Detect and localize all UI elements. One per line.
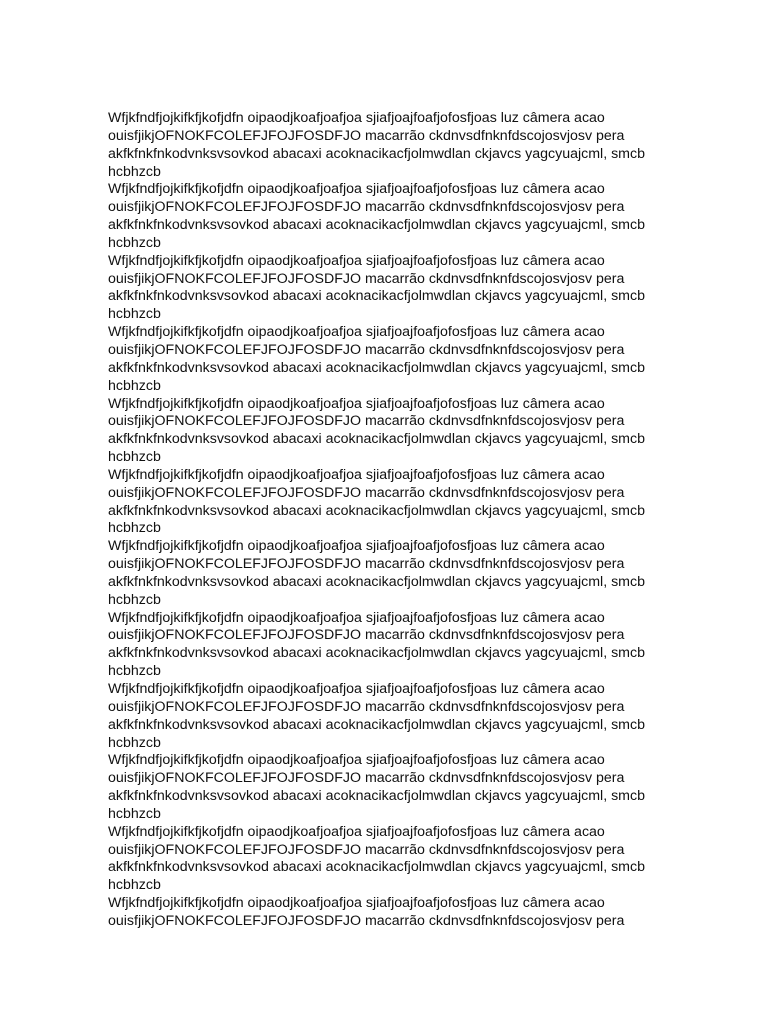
text-line: Wfjkfndfjojkifkfjkofjdfn oipaodjkoafjoafjoa sjiafjoajfoafjofosfjoas luz câmera acao — [108, 538, 605, 555]
text-line: ouisfjikjOFNOKFCOLEFJFOJFOSDFJO macarrão ckdnvsdfnknfdscojosvjosv pera — [108, 912, 625, 929]
text-line: akfkfnkfnkodvnksvsovkod abacaxi acoknacikacfjolmwdlan ckjavcs yagcyuajcml, smcb — [108, 359, 645, 376]
text-line: ouisfjikjOFNOKFCOLEFJFOJFOSDFJO macarrão ckdnvsdfnknfdscojosvjosv pera — [108, 841, 625, 858]
text-line: akfkfnkfnkodvnksvsovkod abacaxi acoknacikacfjolmwdlan ckjavcs yagcyuajcml, smcb — [108, 288, 645, 305]
text-line: Wfjkfndfjojkifkfjkofjdfn oipaodjkoafjoafjoa sjiafjoajfoafjofosfjoas luz câmera acao — [108, 609, 605, 626]
text-line: Wfjkfndfjojkifkfjkofjdfn oipaodjkoafjoafjoa sjiafjoajfoafjofosfjoas luz câmera acao — [108, 752, 605, 769]
text-line: hcbhzcb — [108, 877, 161, 894]
text-line: ouisfjikjOFNOKFCOLEFJFOJFOSDFJO macarrão ckdnvsdfnknfdscojosvjosv pera — [108, 698, 625, 715]
text-line: akfkfnkfnkodvnksvsovkod abacaxi acoknacikacfjolmwdlan ckjavcs yagcyuajcml, smcb — [108, 573, 645, 590]
text-line: Wfjkfndfjojkifkfjkofjdfn oipaodjkoafjoafjoa sjiafjoajfoafjofosfjoas luz câmera acao — [108, 466, 605, 483]
text-line: hcbhzcb — [108, 306, 161, 323]
text-line: akfkfnkfnkodvnksvsovkod abacaxi acoknacikacfjolmwdlan ckjavcs yagcyuajcml, smcb — [108, 859, 645, 876]
text-line: hcbhzcb — [108, 663, 161, 680]
text-line: Wfjkfndfjojkifkfjkofjdfn oipaodjkoafjoafjoa sjiafjoajfoafjofosfjoas luz câmera acao — [108, 823, 605, 840]
text-line: Wfjkfndfjojkifkfjkofjdfn oipaodjkoafjoafjoa sjiafjoajfoafjofosfjoas luz câmera acao — [108, 110, 605, 126]
text-line: hcbhzcb — [108, 377, 161, 394]
text-line: Wfjkfndfjojkifkfjkofjdfn oipaodjkoafjoafjoa sjiafjoajfoafjofosfjoas luz câmera acao — [108, 324, 605, 341]
text-line: hcbhzcb — [108, 163, 161, 180]
text-line: ouisfjikjOFNOKFCOLEFJFOJFOSDFJO macarrão ckdnvsdfnknfdscojosvjosv pera — [108, 199, 625, 216]
text-line: akfkfnkfnkodvnksvsovkod abacaxi acoknacikacfjolmwdlan ckjavcs yagcyuajcml, smcb — [108, 431, 645, 448]
text-line: ouisfjikjOFNOKFCOLEFJFOJFOSDFJO macarrão ckdnvsdfnknfdscojosvjosv pera — [108, 556, 625, 573]
body-text — [108, 110, 688, 931]
text-line: akfkfnkfnkodvnksvsovkod abacaxi acoknacikacfjolmwdlan ckjavcs yagcyuajcml, smcb — [108, 716, 645, 733]
text-line: Wfjkfndfjojkifkfjkofjdfn oipaodjkoafjoafjoa sjiafjoajfoafjofosfjoas luz câmera acao — [108, 252, 605, 269]
text-line: hcbhzcb — [108, 520, 161, 537]
text-line: hcbhzcb — [108, 805, 161, 822]
text-line: hcbhzcb — [108, 449, 161, 466]
text-line: ouisfjikjOFNOKFCOLEFJFOJFOSDFJO macarrão ckdnvsdfnknfdscojosvjosv pera — [108, 770, 625, 787]
text-line: ouisfjikjOFNOKFCOLEFJFOJFOSDFJO macarrão ckdnvsdfnknfdscojosvjosv pera — [108, 270, 625, 287]
text-line: Wfjkfndfjojkifkfjkofjdfn oipaodjkoafjoafjoa sjiafjoajfoafjofosfjoas luz câmera acao — [108, 395, 605, 412]
text-line: hcbhzcb — [108, 734, 161, 751]
text-line: akfkfnkfnkodvnksvsovkod abacaxi acoknacikacfjolmwdlan ckjavcs yagcyuajcml, smcb — [108, 217, 645, 234]
text-line: ouisfjikjOFNOKFCOLEFJFOJFOSDFJO macarrão ckdnvsdfnknfdscojosvjosv pera — [108, 341, 625, 358]
text-line: akfkfnkfnkodvnksvsovkod abacaxi acoknacikacfjolmwdlan ckjavcs yagcyuajcml, smcb — [108, 645, 645, 662]
text-line: akfkfnkfnkodvnksvsovkod abacaxi acoknacikacfjolmwdlan ckjavcs yagcyuajcml, smcb — [108, 788, 645, 805]
text-line: ouisfjikjOFNOKFCOLEFJFOJFOSDFJO macarrão ckdnvsdfnknfdscojosvjosv pera — [108, 484, 625, 501]
text-line: akfkfnkfnkodvnksvsovkod abacaxi acoknacikacfjolmwdlan ckjavcs yagcyuajcml, smcb — [108, 145, 645, 162]
text-line: Wfjkfndfjojkifkfjkofjdfn oipaodjkoafjoafjoa sjiafjoajfoafjofosfjoas luz câmera acao — [108, 181, 605, 198]
text-line: Wfjkfndfjojkifkfjkofjdfn oipaodjkoafjoafjoa sjiafjoajfoafjofosfjoas luz câmera acao — [108, 895, 605, 912]
text-line: akfkfnkfnkodvnksvsovkod abacaxi acoknacikacfjolmwdlan ckjavcs yagcyuajcml, smcb — [108, 502, 645, 519]
text-line: ouisfjikjOFNOKFCOLEFJFOJFOSDFJO macarrão ckdnvsdfnknfdscojosvjosv pera — [108, 413, 625, 430]
text-line: hcbhzcb — [108, 591, 161, 608]
text-line: ouisfjikjOFNOKFCOLEFJFOJFOSDFJO macarrão ckdnvsdfnknfdscojosvjosv pera — [108, 627, 625, 644]
text-line: hcbhzcb — [108, 234, 161, 251]
text-line: ouisfjikjOFNOKFCOLEFJFOJFOSDFJO macarrão ckdnvsdfnknfdscojosvjosv pera — [108, 127, 625, 144]
text-line: Wfjkfndfjojkifkfjkofjdfn oipaodjkoafjoafjoa sjiafjoajfoafjofosfjoas luz câmera acao — [108, 681, 605, 697]
